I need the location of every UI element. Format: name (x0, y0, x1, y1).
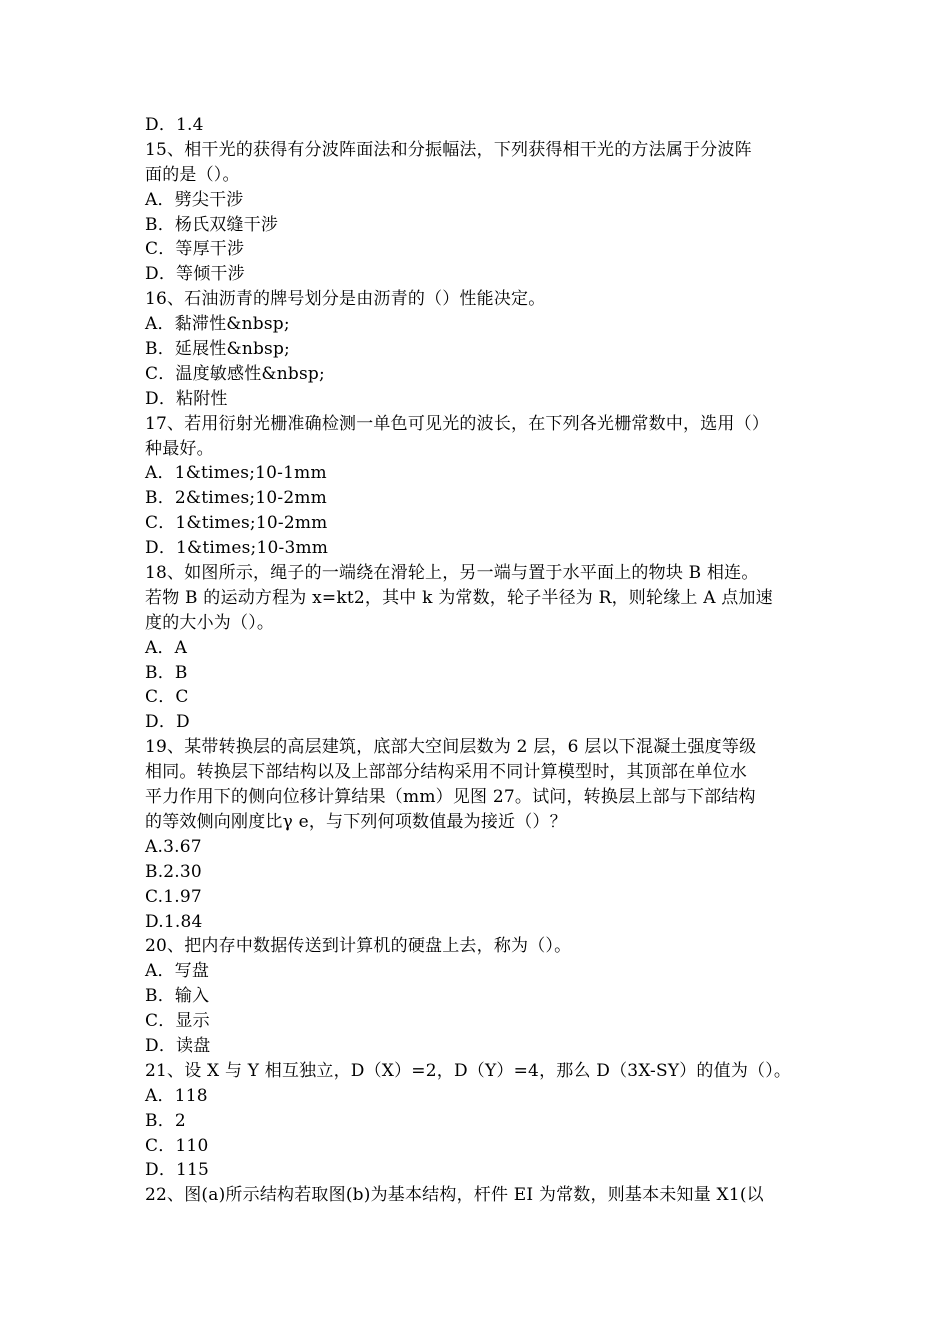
option-a-line: A．黏滞性&nbsp; (145, 314, 290, 335)
option-b-line: B.2.30 (145, 861, 202, 882)
option-b-line: B．延展性&nbsp; (145, 339, 290, 360)
question-19-line-4: 的等效侧向刚度比γ e，与下列何项数值最为接近（）？ (145, 811, 567, 832)
question-22-line-1: 22、图(a)所示结构若取图(b)为基本结构，杆件 EI 为常数，则基本未知量 X1(以 (145, 1185, 764, 1206)
option-c-line: C．温度敏感性&nbsp; (145, 363, 325, 384)
question-18-line-1: 18、如图所示，绳子的一端绕在滑轮上，另一端与置于水平面上的物块 B 相连。 (145, 563, 759, 584)
question-17-line-2: 种最好。 (145, 438, 214, 459)
document-body (145, 113, 810, 1208)
option-c-line: C.1.97 (145, 886, 202, 907)
option-b-line: B．杨氏双缝干涉 (145, 214, 279, 235)
question-18-line-3: 度的大小为（）。 (145, 612, 275, 633)
option-d-line: D．D (145, 712, 190, 733)
option-a-line: A．A (145, 637, 188, 658)
option-b-line: B．2&times;10-2mm (145, 488, 327, 509)
option-c-line: C．显示 (145, 1011, 210, 1032)
option-a-line: A．劈尖干涉 (145, 189, 244, 210)
option-d-line: D．读盘 (145, 1035, 211, 1056)
option-d-line: D．1.4 (145, 115, 204, 135)
question-20-line-1: 20、把内存中数据传送到计算机的硬盘上去，称为（）。 (145, 936, 572, 957)
question-15-line-1: 15、相干光的获得有分波阵面法和分振幅法，下列获得相干光的方法属于分波阵 (145, 139, 752, 160)
question-19-line-3: 平力作用下的侧向位移计算结果（mm）见图 27。试问，转换层上部与下部结构 (145, 787, 756, 808)
option-c-line: C．1&times;10-2mm (145, 513, 328, 534)
option-d-line: D．等倾干涉 (145, 264, 245, 285)
option-d-line: D．115 (145, 1160, 210, 1181)
option-a-line: A．1&times;10-1mm (145, 463, 327, 484)
option-a-line: A．118 (145, 1085, 208, 1106)
question-19-line-2: 相同。转换层下部结构以及上部部分结构采用不同计算模型时，其顶部在单位水 (145, 762, 747, 783)
question-19-line-1: 19、某带转换层的高层建筑，底部大空间层数为 2 层，6 层以下混凝土强度等级 (145, 737, 757, 758)
option-c-line: C．等厚干涉 (145, 239, 245, 260)
option-d-line: D．1&times;10-3mm (145, 538, 329, 559)
option-d-line: D．粘附性 (145, 388, 228, 409)
question-21-line-1: 21、设 X 与 Y 相互独立，D（X）=2，D（Y）=4，那么 D（3X-SY）的值为（）。 (145, 1060, 792, 1081)
option-b-line: B．B (145, 662, 188, 683)
option-c-line: C．110 (145, 1135, 209, 1156)
option-b-line: B．输入 (145, 986, 210, 1007)
option-d-line: D.1.84 (145, 911, 203, 932)
question-16-line-1: 16、石油沥青的牌号划分是由沥青的（）性能决定。 (145, 289, 546, 310)
option-b-line: B．2 (145, 1110, 186, 1131)
question-17-line-1: 17、若用衍射光栅准确检测一单色可见光的波长，在下列各光栅常数中，选用（） (145, 413, 770, 434)
option-a-line: A．写盘 (145, 961, 210, 982)
option-c-line: C．C (145, 687, 189, 708)
question-18-line-2: 若物 B 的运动方程为 x=kt2，其中 k 为常数，轮子半径为 R，则轮缘上 A 点加速 (145, 587, 773, 608)
question-15-line-2: 面的是（）。 (145, 164, 240, 185)
option-a-line: A.3.67 (145, 836, 202, 857)
